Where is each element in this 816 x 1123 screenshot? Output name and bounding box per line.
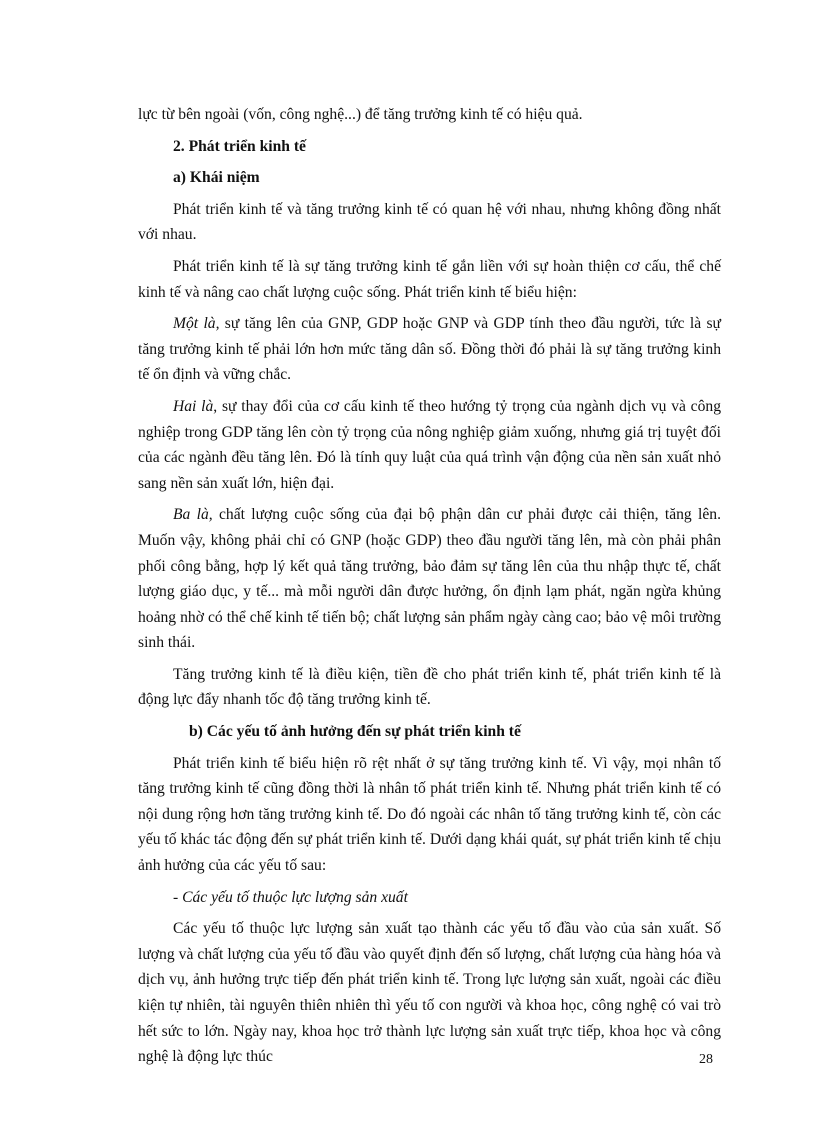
paragraph: Tăng trưởng kinh tế là điều kiện, tiền đề cho phát triển kinh tế, phát triển kinh tế là động lực đẩy nhanh tốc độ tăng trưởng kinh tế. bbox=[138, 665, 721, 709]
paragraph: Phát triển kinh tế và tăng trưởng kinh tế có quan hệ với nhau, nhưng không đồng nhất với nhau. bbox=[138, 200, 721, 244]
paragraph: Các yếu tố thuộc lực lượng sản xuất tạo thành các yếu tố đầu vào của sản xuất. Số lượng và chất lượng của yếu tố đầu vào quyết định đến số lượng, chất lượng của hàng hóa và dịch vụ, ảnh hưởng trực tiếp đến phát triển kinh tế. Trong lực lượng sản xuất, ngoài các điều kiện tự nhiên, tài nguyên thiên nhiên thì yếu tố con người và khoa học, công nghệ có vai trò hết sức to lớn. Ngày nay, khoa học trở thành lực lượng sản xuất trực tiếp, khoa học và công nghệ là động lực thúc bbox=[138, 920, 721, 1066]
bullet-heading: - Các yếu tố thuộc lực lượng sản xuất bbox=[173, 888, 408, 906]
paragraph-lead: Một là, bbox=[173, 315, 220, 333]
document-page bbox=[138, 102, 721, 1076]
paragraph bbox=[138, 311, 721, 388]
paragraph-body: sự tăng lên của GNP, GDP hoặc GNP và GDP tính theo đầu người, tức là sự tăng trưởng kinh tế phải lớn hơn mức tăng dân số. Đồng thời đó phải là sự tăng trưởng kinh tế ổn định và vững chắc. bbox=[138, 315, 722, 384]
section-heading: 2. Phát triển kinh tế bbox=[173, 137, 306, 155]
paragraph bbox=[138, 394, 721, 496]
paragraph: Phát triển kinh tế biểu hiện rõ rệt nhất ở sự tăng trưởng kinh tế. Vì vậy, mọi nhân tố tăng trưởng kinh tế cũng đồng thời là nhân tố phát triển kinh tế. Nhưng phát triển kinh tế có nội dung rộng hơn tăng trưởng kinh tế. Do đó ngoài các nhân tố tăng trưởng kinh tế, còn các yếu tố khác tác động đến sự phát triển kinh tế. Dưới dạng khái quát, sự phát triển kinh tế chịu ảnh hưởng của các yếu tố sau: bbox=[138, 754, 721, 875]
paragraph bbox=[138, 502, 721, 656]
page-number: 28 bbox=[699, 1052, 713, 1067]
paragraph-body: chất lượng cuộc sống của đại bộ phận dân cư phải được cải thiện, tăng lên. Muốn vậy, không phải chỉ có GNP (hoặc GDP) theo đầu người tăng lên, mà còn phải phân phối công bằng, hợp lý kết quả tăng trưởng, bảo đảm sự tăng lên của thu nhập thực tế, chất lượng giáo dục, y tế... mà mỗi người dân được hưởng, ổn định lạm phát, ngăn ngừa khủng hoảng nhờ có thể chế kinh tế tiến bộ; chất lượng sản phẩm ngày càng cao; bảo vệ môi trường sinh thái. bbox=[138, 506, 721, 652]
paragraph-lead: Hai là bbox=[173, 397, 214, 415]
paragraph: Phát triển kinh tế là sự tăng trưởng kinh tế gắn liền với sự hoàn thiện cơ cấu, thể chế kinh tế và nâng cao chất lượng cuộc sống. Phát triển kinh tế biểu hiện: bbox=[138, 257, 721, 301]
paragraph-lead: Ba là, bbox=[173, 506, 213, 524]
subsection-heading-b: b) Các yếu tố ảnh hưởng đến sự phát triển kinh tế bbox=[189, 723, 521, 741]
subsection-heading-a: a) Khái niệm bbox=[173, 169, 260, 187]
paragraph-body: , sự thay đổi của cơ cấu kinh tế theo hướng tỷ trọng của ngành dịch vụ và công nghiệp trong GDP tăng lên còn tỷ trọng của nông nghiệp giảm xuống, nhưng giá trị tuyệt đối của các ngành đều tăng lên. Đó là tính quy luật của quá trình vận động của nền sản xuất nhỏ sang nền sản xuất lớn, hiện đại. bbox=[138, 397, 721, 492]
continuation-paragraph: lực từ bên ngoài (vốn, công nghệ...) để tăng trưởng kinh tế có hiệu quả. bbox=[138, 106, 583, 123]
